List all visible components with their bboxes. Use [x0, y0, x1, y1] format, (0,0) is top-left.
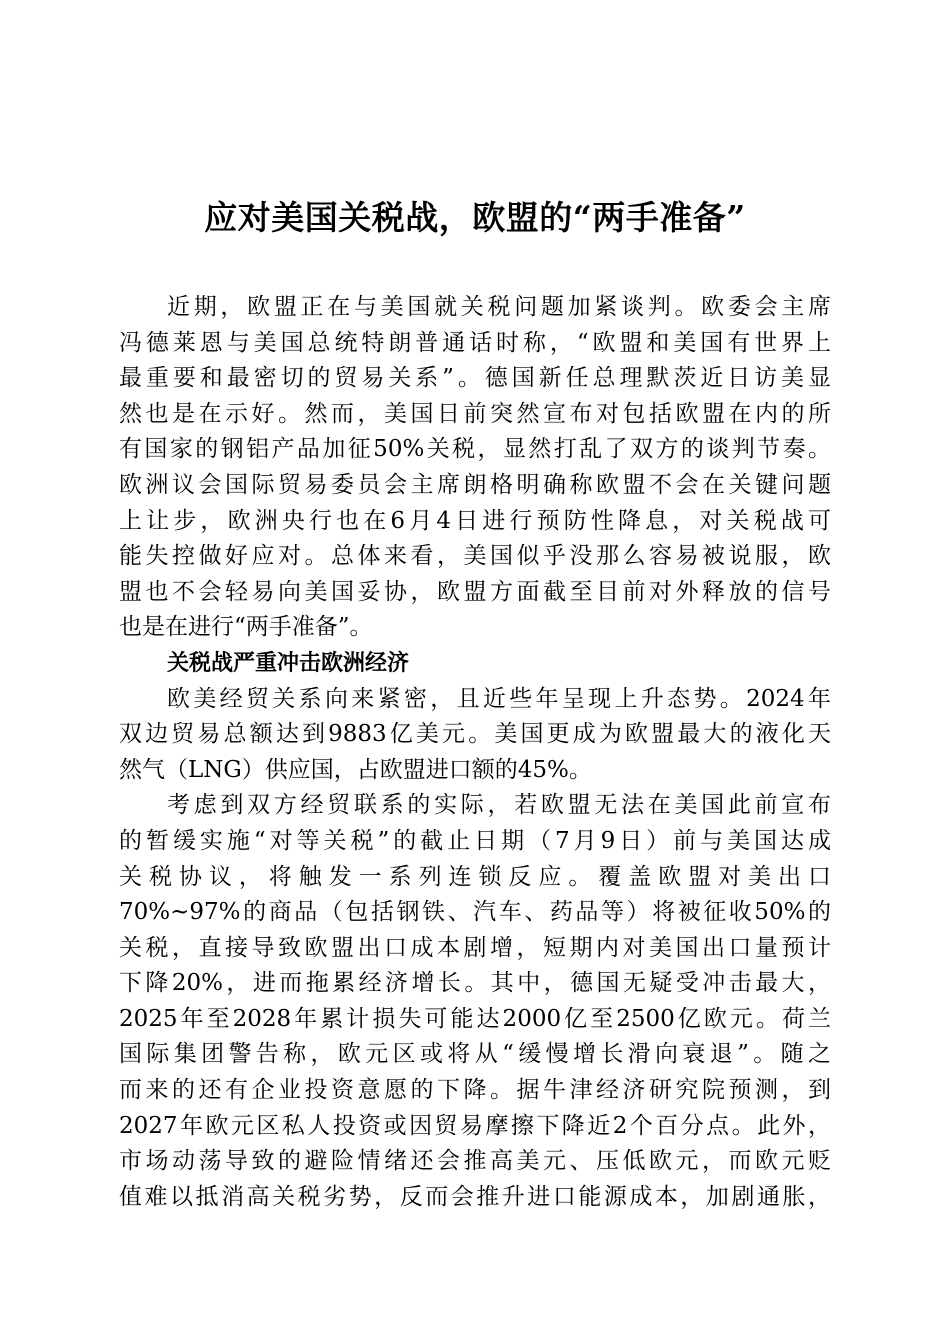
article-title: 应对美国关税战，欧盟的“两手准备”	[204, 198, 746, 237]
paragraph-line: 双边贸易总额达到9883亿美元。美国更成为欧盟最大的液化天	[119, 721, 831, 748]
paragraph-line: 能失控做好应对。总体来看，美国似乎没那么容易被说服，欧	[119, 543, 831, 570]
paragraph-intro	[119, 290, 831, 646]
paragraph-line: 有国家的钢铝产品加征50%关税，显然打乱了双方的谈判节奏。	[119, 436, 831, 463]
paragraph-line: 市场动荡导致的避险情绪还会推高美元、压低欧元，而欧元贬	[119, 1148, 831, 1175]
paragraph-line: 考虑到双方经贸联系的实际，若欧盟无法在美国此前宣布	[167, 792, 831, 819]
paragraph-line: 然也是在示好。然而，美国日前突然宣布对包括欧盟在内的所	[119, 400, 831, 427]
paragraph-line: 然气（LNG）供应国，占欧盟进口额的45%。	[119, 756, 592, 783]
paragraph-line: 最重要和最密切的贸易关系”。德国新任总理默茨近日访美显	[119, 365, 831, 392]
paragraph-line: 下降20%，进而拖累经济增长。其中，德国无疑受冲击最大，	[119, 970, 831, 997]
article-body	[119, 290, 831, 1215]
paragraph-line: 上让步，欧洲央行也在6月4日进行预防性降息，对关税战可	[119, 507, 831, 534]
paragraph-impact	[119, 788, 831, 1215]
paragraph-line: 2025年至2028年累计损失可能达2000亿至2500亿欧元。荷兰	[119, 1005, 831, 1032]
paragraph-line: 国际集团警告称，欧元区或将从“缓慢增长滑向衰退”。随之	[119, 1041, 831, 1068]
paragraph-line: 冯德莱恩与美国总统特朗普通话时称，“欧盟和美国有世界上	[119, 329, 831, 356]
paragraph-line: 2027年欧元区私人投资或因贸易摩擦下降近2个百分点。此外，	[119, 1112, 831, 1139]
paragraph-line: 而来的还有企业投资意愿的下降。据牛津经济研究院预测，到	[119, 1077, 831, 1104]
paragraph-line: 欧洲议会国际贸易委员会主席朗格明确称欧盟不会在关键问题	[119, 471, 831, 498]
paragraph-line: 盟也不会轻易向美国妥协，欧盟方面截至目前对外释放的信号	[119, 578, 831, 605]
paragraph-line: 的暂缓实施“对等关税”的截止日期（7月9日）前与美国达成	[119, 827, 831, 854]
paragraph-trade	[119, 682, 831, 789]
paragraph-line: 关税协议，将触发一系列连锁反应。覆盖欧盟对美出口	[119, 863, 831, 890]
paragraph-line: 70%~97%的商品（包括钢铁、汽车、药品等）将被征收50%的	[119, 899, 831, 926]
paragraph-line: 欧美经贸关系向来紧密，且近些年呈现上升态势。2024年	[167, 685, 831, 712]
paragraph-line: 近期，欧盟正在与美国就关税问题加紧谈判。欧委会主席	[167, 294, 831, 320]
paragraph-line: 关税，直接导致欧盟出口成本剧增，短期内对美国出口量预计	[119, 934, 831, 961]
paragraph-line: 值难以抵消高关税劣势，反而会推升进口能源成本，加剧通胀，	[119, 1183, 831, 1210]
section-heading: 关税战严重冲击欧洲经济	[167, 650, 410, 676]
paragraph-line: 也是在进行“两手准备”。	[119, 614, 373, 641]
